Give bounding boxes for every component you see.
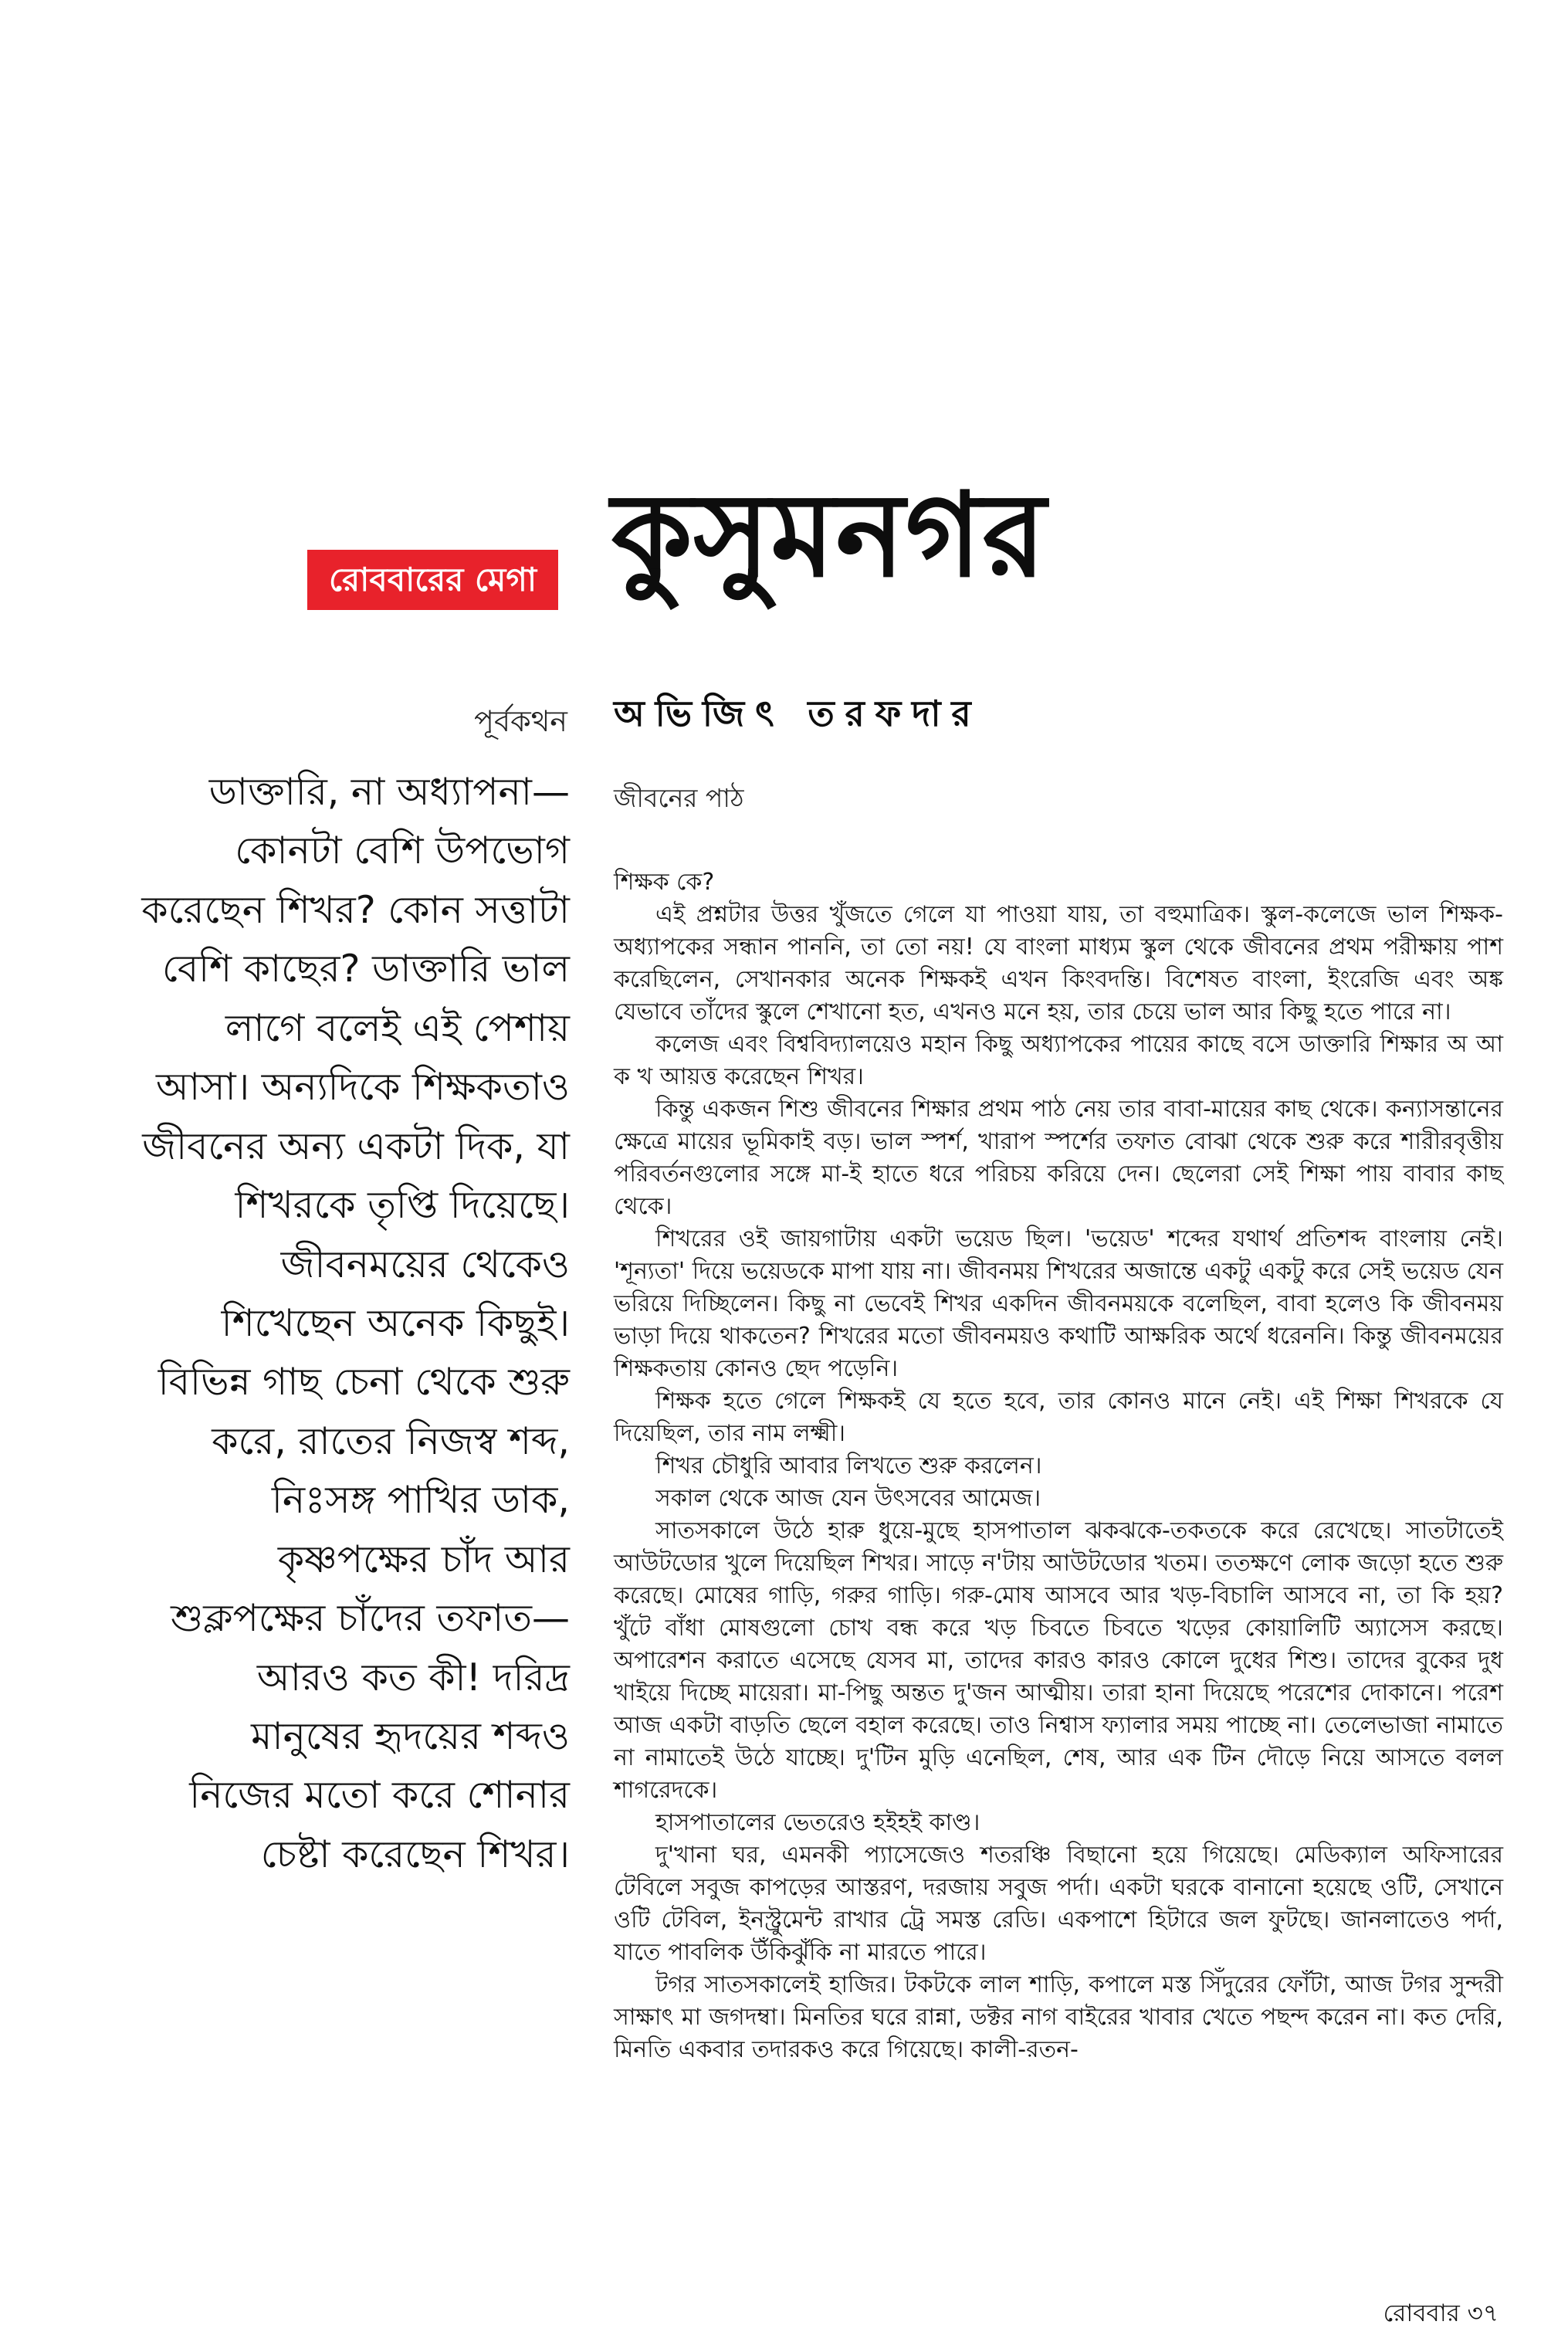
kicker-label: পূর্বকথন	[474, 704, 567, 738]
body-paragraph: দু'খানা ঘর, এমনকী প্যাসেজেও শতরঞ্চি বিছানো হয়ে গিয়েছে। মেডিক্যাল অফিসারের টেবিলে সবুজ কাপড়ের আস্তরণ, দরজায় সবুজ পর্দা। একটা ঘরকে বানানো হয়েছে ওটি, সেখানে ওটি টেবিল, ইনস্ট্রুমেন্ট রাখার ট্রে সমস্ত রেডি। একপাশে হিটারে জল ফুটছে। জানলাতেও পর্দা, যাতে পাবলিক উঁকিঝুঁকি না মারতে পারে।	[614, 1842, 1503, 1966]
body-paragraph: হাসপাতালের ভেতরেও হইহই কাণ্ড।	[655, 1809, 980, 1836]
body-paragraph: শিখরের ওই জায়গাটায় একটা ভয়েড ছিল। 'ভয়েড' শব্দের যথার্থ প্রতিশব্দ বাংলায় নেই। 'শূন্যতা' দিয়ে ভয়েডকে মাপা যায় না। জীবনময় শিখরের অজান্তে একটু একটু করে সেই ভয়েড যেন ভরিয়ে দিচ্ছিলেন। কিছু না ভেবেই শিখর একদিন জীবনময়কে বলেছিল, বাবা হলেও কি জীবনময় ভাড়া দিয়ে থাকতেন? শিখরের মতো জীবনময়ও কথাটি আক্ষরিক অর্থে ধরেননি। কিন্তু জীবনময়ের শিক্ষকতায় কোনও ছেদ পড়েনি।	[614, 1225, 1503, 1382]
body-paragraph: সকাল থেকে আজ যেন উৎসবের আমেজ।	[655, 1485, 1041, 1512]
article-body	[614, 866, 1503, 2066]
body-paragraph: শিখর চৌধুরি আবার লিখতে শুরু করলেন।	[655, 1452, 1042, 1479]
section-badge: রোববারের মেগা	[307, 550, 558, 610]
body-paragraph: শিক্ষক কে?	[614, 869, 715, 896]
body-paragraph: কলেজ এবং বিশ্ববিদ্যালয়েও মহান কিছু অধ্যাপকের পায়ের কাছে বসে ডাক্তারি শিক্ষার অ আ ক খ আয়ত্ত করেছেন শিখর।	[614, 1031, 1503, 1090]
pull-quote: ডাক্তারি, না অধ্যাপনা— কোনটা বেশি উপভোগ করেছেন শিখর? কোন সত্তাটা বেশি কাছের? ডাক্তারি ভাল লাগে বলেই এই পেশায় আসা। অন্যদিকে শিক্ষকতাও জীবনের অন্য একটা দিক, যা শিখরকে তৃপ্তি দিয়েছে। জীবনময়ের থেকেও শিখেছেন অনেক কিছুই। বিভিন্ন গাছ চেনা থেকে শুরু করে, রাতের নিজস্ব শব্দ, নিঃসঙ্গ পাখির ডাক, কৃষ্ণপক্ষের চাঁদ আর শুক্লপক্ষের চাঁদের তফাত— আরও কত কী! দরিদ্র মানুষের হৃদয়ের শব্দও নিজের মতো করে শোনার চেষ্টা করেছেন শিখর।	[141, 770, 570, 1876]
body-paragraph: এই প্রশ্নটার উত্তর খুঁজতে গেলে যা পাওয়া যায়, তা বহুমাত্রিক। স্কুল-কলেজে ভাল শিক্ষক-অধ্যাপকের সন্ধান পাননি, তা তো নয়! যে বাংলা মাধ্যম স্কুল থেকে জীবনের প্রথম পরীক্ষায় পাশ করেছিলেন, সেখানকার অনেক শিক্ষকই এখন কিংবদন্তি। বিশেষত বাংলা, ইংরেজি এবং অঙ্ক যেভাবে তাঁদের স্কুলে শেখানো হত, এখনও মনে হয়, তার চেয়ে ভাল আর কিছু হতে পারে না।	[614, 901, 1503, 1025]
section-heading: জীবনের পাঠ	[614, 783, 744, 813]
body-paragraph: সাতসকালে উঠে হারু ধুয়ে-মুছে হাসপাতাল ঝকঝকে-তকতকে করে রেখেছে। সাতটাতেই আউটডোর খুলে দিয়েছিল শিখর। সাড়ে ন'টায় আউটডোর খতম। ততক্ষণে লোক জড়ো হতে শুরু করেছে। মোষের গাড়ি, গরুর গাড়ি। গরু-মোষ আসবে আর খড়-বিচালি আসবে না, তা কি হয়? খুঁটে বাঁধা মোষগুলো চোখ বন্ধ করে খড় চিবতে চিবতে খড়ের কোয়ালিটি অ্যাসেস করছে। অপারেশন করাতে এসেছে যেসব মা, তাদের কারও কারও কোলে দুধের শিশু। তাদের বুকের দুধ খাইয়ে দিচ্ছে মায়েরা। মা-পিছু অন্তত দু'জন আত্মীয়। তারা হানা দিয়েছে পরেশের দোকানে। পরেশ আজ একটা বাড়তি ছেলে বহাল করেছে। তাও নিশ্বাস ফ্যালার সময় পাচ্ছে না। তেলেভাজা নামাতে না নামাতেই উঠে যাচ্ছে। দু'টিন মুড়ি এনেছিল, শেষ, আর এক টিন দৌড়ে নিয়ে আসতে বলল শাগরেদকে।	[614, 1517, 1503, 1804]
body-paragraph: শিক্ষক হতে গেলে শিক্ষকই যে হতে হবে, তার কোনও মানে নেই। এই শিক্ষা শিখরকে যে দিয়েছিল, তার নাম লক্ষ্মী।	[614, 1388, 1503, 1447]
body-paragraph: কিন্তু একজন শিশু জীবনের শিক্ষার প্রথম পাঠ নেয় তার বাবা-মায়ের কাছ থেকে। কন্যাসন্তানের ক্ষেত্রে মায়ের ভূমিকাই বড়। ভাল স্পর্শ, খারাপ স্পর্শের তফাত বোঝা থেকে শুরু করে শারীরবৃত্তীয় পরিবর্তনগুলোর সঙ্গে মা-ই হাতে ধরে পরিচয় করিয়ে দেন। ছেলেরা সেই শিক্ষা পায় বাবার কাছ থেকে।	[614, 1096, 1503, 1220]
page-number: রোববার ৩৭	[1383, 2299, 1499, 2327]
article-title: কুসুমনগর	[611, 469, 1047, 603]
author-name: অভিজিৎ তরফদার	[614, 693, 982, 734]
body-paragraph: টগর সাতসকালেই হাজির। টকটকে লাল শাড়ি, কপালে মস্ত সিঁদুরের ফোঁটা, আজ টগর সুন্দরী সাক্ষাৎ মা জগদম্বা। মিনতির ঘরে রান্না, ডক্টর নাগ বাইরের খাবার খেতে পছন্দ করেন না। কত দেরি, মিনতি একবার তদারকও করে গিয়েছে। কালী-রতন-	[614, 1971, 1503, 2063]
